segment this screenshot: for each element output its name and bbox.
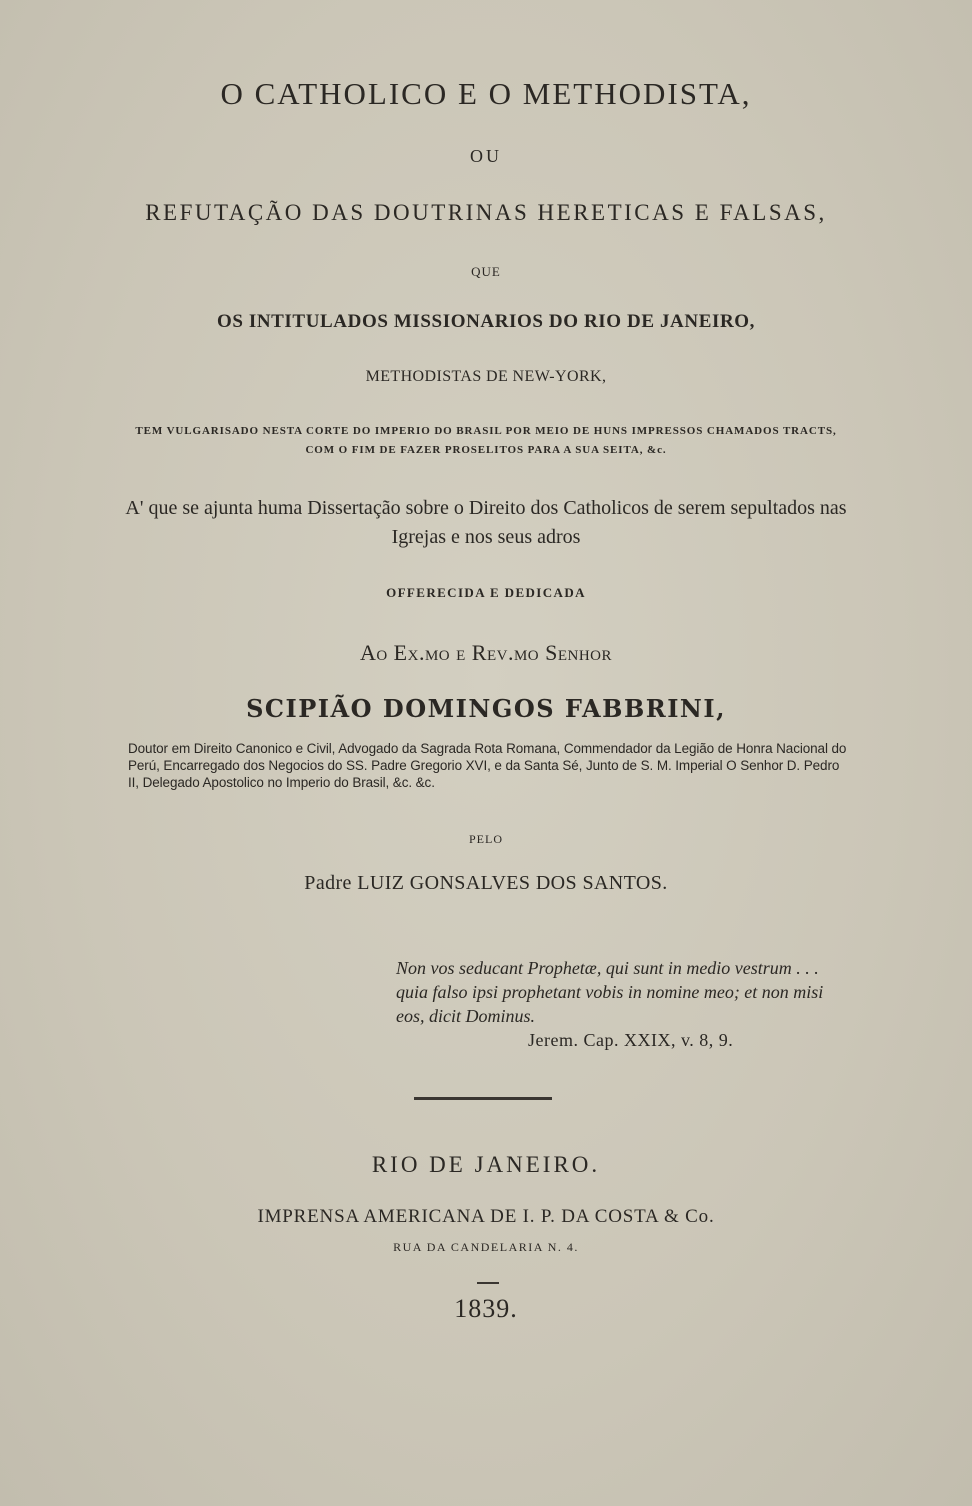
divider-rule — [414, 1097, 552, 1100]
subtitle-refutacao: REFUTAÇÃO DAS DOUTRINAS HERETICAS E FALSAS, — [145, 200, 827, 225]
dedicatee-credentials: Doutor em Direito Canonico e Civil, Advogado da Sagrada Rota Romana, Commendador da Legião de Honra Nacional do Perú, Encarregado dos Negocios do SS. Padre Gregorio XVI, e da Santa Sé, Junto de S. M. Imperial O Senhor D. Pedro II, Delegado Apostolico no Imperio do Brasil, &c. &c. — [128, 741, 847, 790]
dissertation-note: A' que se ajunta huma Dissertação sobre o Direito dos Catholicos de serem sepultados nas Igrejas e nos seus adros — [125, 497, 847, 548]
dedicatee-name: SCIPIÃO DOMINGOS FABBRINI, — [246, 694, 726, 723]
subtitle-tem-vulgarisado: TEM VULGARISADO NESTA CORTE DO IMPERIO DO BRASIL POR MEIO DE HUNS IMPRESSOS CHAMADOS TRACTS, COM O FIM DE FAZER PROSELITOS PARA A SUA SEITA, &c. — [135, 425, 837, 456]
subtitle-methodistas: METHODISTAS DE NEW-YORK, — [365, 368, 607, 385]
subtitle-missionarios: OS INTITULADOS MISSIONARIOS DO RIO DE JANEIRO, — [216, 311, 756, 332]
dedication-heading: OFFERECIDA E DEDICADA — [386, 585, 586, 600]
author-name: Padre LUIZ GONSALVES DOS SANTOS. — [304, 872, 668, 894]
conjunction-ou: OU — [470, 146, 502, 166]
epigraph-quote: Non vos seducant Prophetæ, qui sunt in medio vestrum . . . quia falso ipsi prophetant vobis in nomine meo; et non misi eos, dicit Dominus. — [396, 958, 824, 1026]
dedication-addressee-title: Ao Ex.mo e Rev.mo Senhor — [359, 640, 613, 665]
imprint-year: 1839. — [454, 1294, 518, 1323]
book-title: O CATHOLICO E O METHODISTA, — [220, 76, 752, 111]
short-divider — [477, 1282, 499, 1284]
imprint-city: RIO DE JANEIRO. — [371, 1152, 601, 1177]
imprint-address: RUA DA CANDELARIA N. 4. — [393, 1240, 579, 1254]
imprint-printer: IMPRENSA AMERICANA DE I. P. DA COSTA & Co. — [257, 1206, 715, 1227]
conjunction-que: QUE — [471, 264, 501, 279]
by-label: PELO — [469, 832, 503, 846]
epigraph-citation: Jerem. Cap. XXIX, v. 8, 9. — [528, 1030, 734, 1050]
